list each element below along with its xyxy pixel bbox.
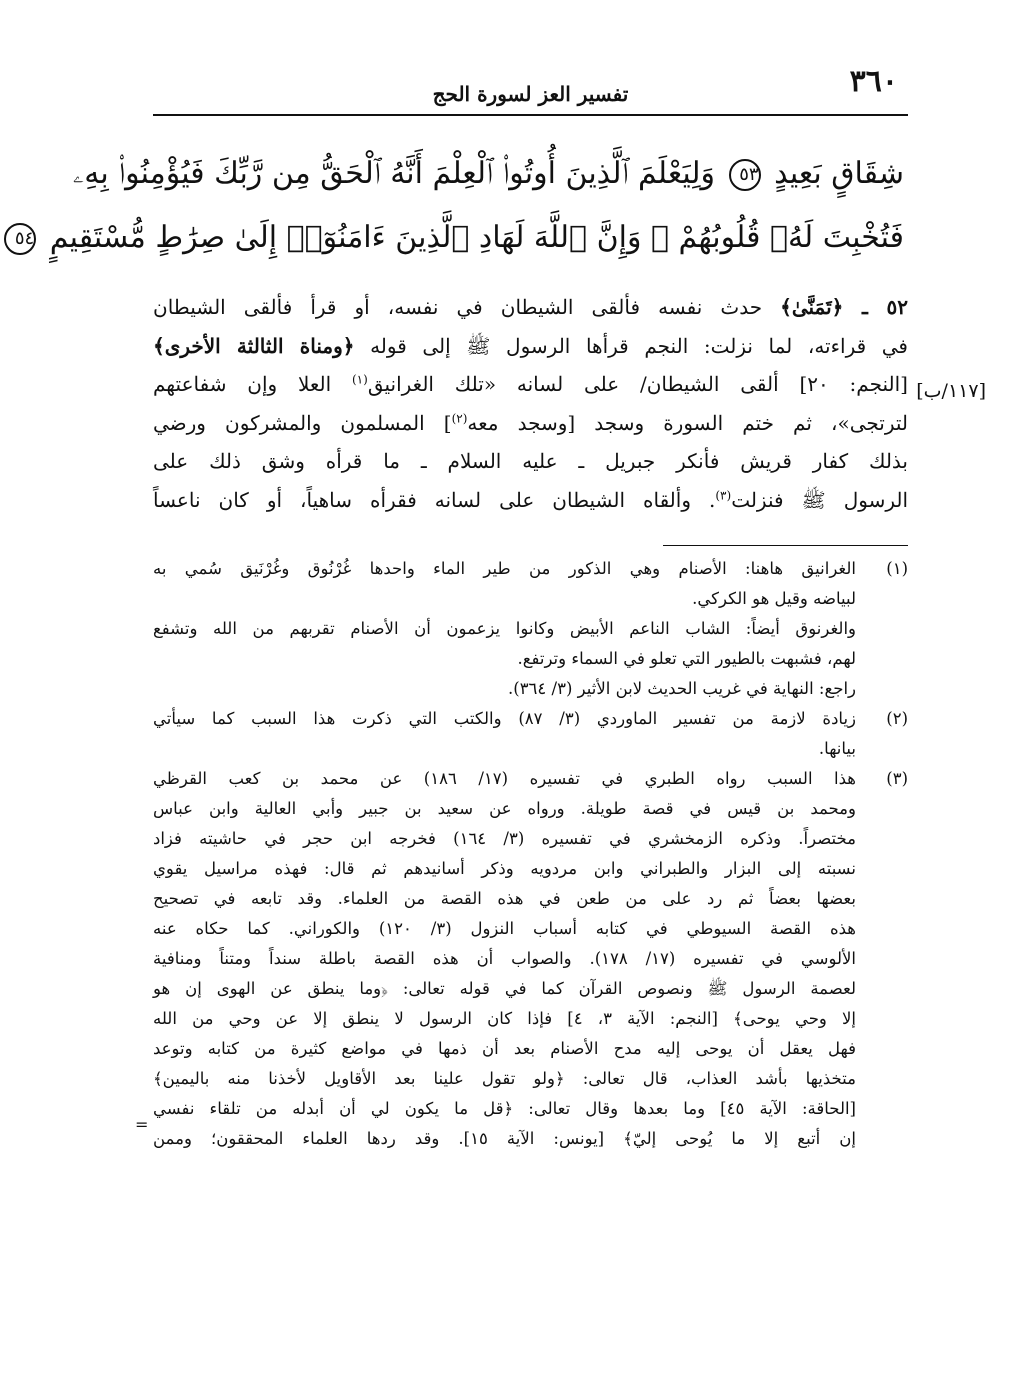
footnote-line: متخذيها بأشد العذاب، قال تعالى: ﴿ولو تقول علينا بعد الأقاويل لأخذنا منه باليمين﴾ — [153, 1069, 856, 1088]
footnote-number: (١) — [886, 559, 908, 578]
footnote-line: الغرانيق هاهنا: الأصنام وهي الذكور من طير الماء واحدها غُرْنُوق وغُرْنَيق سُمي به — [153, 559, 856, 578]
footnote-line: [الحاقة: الآية ٤٥] وما بعدها وقال تعالى: ﴿قل ما يكون لي أن أبدله من تلقاء نفسي — [153, 1099, 856, 1118]
commentary-text: في قراءته، لما نزلت: النجم قرأها الرسول ﷺ إلى قوله — [354, 333, 908, 358]
quoted-verse: ﴿ومناة الثالثة الأخرى﴾ — [153, 333, 355, 358]
commentary-text: الرسول ﷺ فنزلت — [731, 487, 909, 512]
commentary-line — [153, 404, 908, 443]
page-header — [153, 60, 908, 116]
footnote-line: بعضها بعضاً ثم رد على من طعن في هذه القصة من العلماء. وقد تابعه في تصحيح — [153, 889, 856, 908]
continuation-mark: = — [135, 1115, 149, 1134]
commentary-text: ] المسلمون والمشركون ورضي — [153, 410, 452, 435]
footnotes-section — [135, 554, 908, 1154]
footnote-line: والغرنوق أيضاً: الشاب الناعم الأبيض وكانوا يزعمون أن الأصنام تقربهم من الله وتشفع — [153, 619, 856, 638]
footnote-line: ومحمد بن قيس في قصة طويلة. ورواه عن سعيد بن جبير وأبي العالية وابن عباس — [153, 799, 856, 818]
commentary-line — [153, 327, 908, 366]
footnote-line: لبياضه وقيل هو الكركي. — [692, 589, 856, 608]
commentary-paragraph — [153, 288, 986, 519]
commentary-text: . وألقاه الشيطان على لسانه فقرأه ساهياً، أو كان ناعساً — [153, 487, 716, 512]
footnote-line: مختصراً. وذكره الزمخشري في تفسيره (٣/ ١٦٤) فخرجه ابن حجر في حاشيته فزاد — [153, 829, 856, 848]
commentary-line — [153, 442, 908, 481]
footnote-line: زيادة لازمة من تفسير الماوردي (٣/ ٨٧) والكتب التي ذكرت هذا السبب كما سيأتي — [153, 709, 857, 728]
commentary-text: [النجم: ٢٠] ألقى الشيطان/ على لسانه «تلك الغرانيق — [367, 372, 908, 396]
verse-line-1 — [72, 142, 904, 206]
manuscript-folio-note: [١١٧/ب] — [916, 380, 986, 402]
footnote-line: هذا السبب رواه الطبري في تفسيره (١٧/ ١٨٦) عن محمد بن كعب القرظي — [153, 769, 856, 788]
footnote-ref-1[interactable]: (١) — [351, 372, 368, 387]
footnote-line: هذه القصة السيوطي في كتابه أسباب النزول (٣/ ١٢٠) والكوراني. كما حكاه عنه — [153, 919, 856, 938]
commentary-line — [153, 365, 908, 404]
book-page — [14, 60, 986, 1154]
footnote-line: إلا وحي يوحى﴾ [النجم: الآية ٣، ٤] فإذا كان الرسول لا ينطق إلا عن وحي من الله — [153, 1009, 857, 1028]
verse-text-1: شِقَاقٍ بَعِيدٍ ٥٣ وَلِيَعْلَمَ ٱلَّذِينَ أُوتُوا۟ ٱلْعِلْمَ أَنَّهُ ٱلْحَقُّ مِن رَّبِّكَ فَيُؤْمِنُوا۟ بِهِۦ — [72, 156, 904, 191]
footnote-divider — [663, 545, 908, 546]
footnote-line: لعصمة الرسول ﷺ ونصوص القرآن كما في قوله تعالى: ﴿وما ينطق عن الهوى إن هو — [153, 979, 856, 998]
footnote-line: بيانها. — [818, 739, 856, 758]
commentary-line — [153, 288, 908, 327]
footnote-line: نسبته إلى البزار والطبراني وابن مردويه وذكر أسانيدهم ثم قال: فهذه مراسيل يقوي — [153, 859, 856, 878]
commentary-text: بذلك كفار قريش فأنكر جبريل ـ عليه السلام ـ ما قرأه وشق ذلك على — [153, 449, 908, 473]
footnote-line: راجع: النهاية في غريب الحديث لابن الأثير (٣/ ٣٦٤). — [508, 679, 856, 698]
commentary-text: العلا وإن شفاعتهم — [153, 372, 352, 396]
footnote-2 — [153, 704, 908, 764]
quran-verses — [14, 142, 908, 270]
commentary-line — [153, 481, 908, 520]
footnote-number: (٣) — [886, 769, 908, 788]
footnote-line: فهل يعقل أن يوحى إليه مدح الأصنام بعد أن ذمها في مواضع كثيرة من كتابه وتوعد — [153, 1039, 856, 1058]
footnote-ref-2[interactable]: (٢) — [451, 410, 468, 425]
footnote-line: لهم، فشبهت بالطيور التي تعلو في السماء وترتفع. — [517, 649, 856, 668]
footnote-ref-3[interactable]: (٣) — [715, 487, 732, 502]
commentary-text: حدث نفسه فألقى الشيطان في نفسه، أو قرأ فألقى الشيطان — [153, 295, 781, 319]
ayah-number-marker: ٥٤ — [4, 223, 36, 255]
page-number: ٣٦٠ — [849, 64, 898, 99]
verse-text-2: فَتُخْبِتَ لَهُۥ قُلُوبُهُمْ ۗ وَإِنَّ ٱللَّهَ لَهَادِ ٱلَّذِينَ ءَامَنُوٓا۟ إِلَىٰ صِرَٰطٍ مُّسْتَقِيمٍ — [49, 220, 904, 255]
verse-number-term: ٥٢ ـ ﴿تَمَنَّىٰ﴾ — [780, 295, 909, 319]
footnote-line: إن أتبع إلا ما يُوحى إليّ﴾ [يونس: الآية ١٥]. وقد ردها العلماء المحققون؛ وممن — [153, 1129, 856, 1148]
ayah-number-marker: ٥٣ — [729, 159, 761, 191]
running-title: تفسير العز لسورة الحج — [432, 82, 629, 106]
footnote-number: (٢) — [886, 709, 908, 728]
footnote-3 — [135, 764, 908, 1154]
verse-line-2 — [14, 206, 904, 270]
footnote-line: الألوسي في تفسيره (١٧/ ١٧٨). والصواب أن هذه القصة باطلة سنداً ومتناً ومنافية — [153, 949, 857, 968]
commentary-text: لترتجى»، ثم ختم السورة وسجد [وسجد معه — [467, 410, 908, 435]
footnote-1 — [153, 554, 908, 704]
